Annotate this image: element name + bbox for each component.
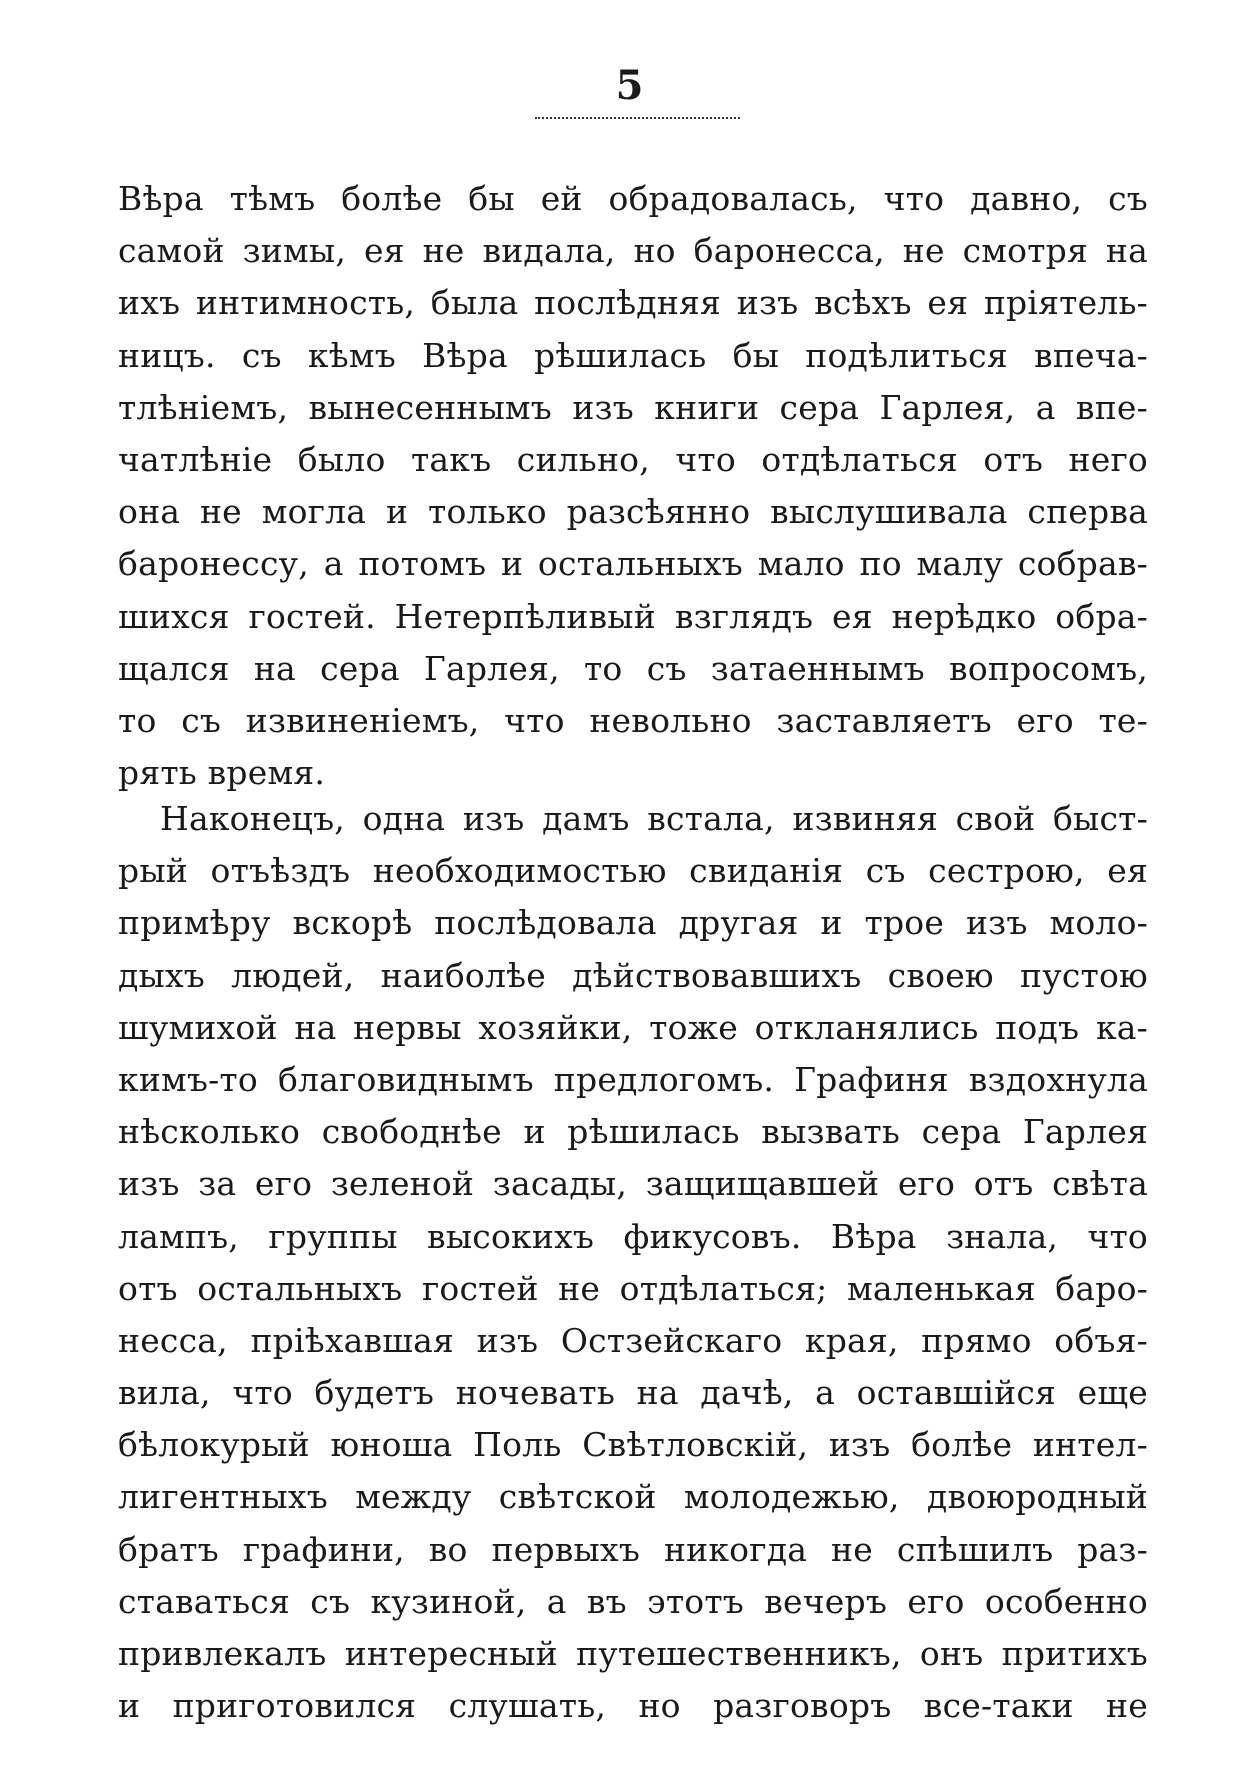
- text-line: братъ графини, во первыхъ никогда не спѣшилъ раз-: [118, 1529, 1148, 1569]
- text-line: шихся гостей. Нетерпѣливый взглядъ ея нерѣдко обра-: [118, 596, 1148, 636]
- text-line: бѣлокурый юноша Поль Свѣтловскій, изъ болѣе интел-: [118, 1425, 1148, 1465]
- text-line: баронессу, а потомъ и остальныхъ мало по малу собрав-: [118, 544, 1148, 584]
- text-line: рый отъѣздъ необходимостью свиданія съ сестрою, ея: [118, 851, 1148, 891]
- text-line: ницъ. съ кѣмъ Вѣра рѣшилась бы подѣлиться впеча-: [118, 335, 1148, 375]
- text-line: самой зимы, ея не видала, но баронесса, не смотря на: [118, 231, 1148, 271]
- text-line: шумихой на нервы хозяйки, тоже откланялись подъ ка-: [118, 1007, 1148, 1047]
- text-line: отъ остальныхъ гостей не отдѣлаться; маленькая баро-: [118, 1268, 1148, 1308]
- text-line: Наконецъ, одна изъ дамъ встала, извиняя свой быст-: [160, 799, 1148, 838]
- text-line: нѣсколько свободнѣе и рѣшилась вызвать сера Гарлея: [118, 1112, 1148, 1152]
- text-line: чатлѣніе было такъ сильно, что отдѣлаться отъ него: [118, 439, 1148, 479]
- text-line: тлѣніемъ, вынесеннымъ изъ книги сера Гарлея, а впе-: [118, 387, 1148, 427]
- text-line: изъ за его зеленой засады, защищавшей его отъ свѣта: [118, 1164, 1148, 1204]
- text-line: щался на сера Гарлея, то съ затаеннымъ вопросомъ,: [118, 648, 1148, 688]
- text-line: дыхъ людей, наиболѣе дѣйствовавшихъ своею пустою: [118, 955, 1148, 995]
- text-line: привлекалъ интересный путешественникъ, онъ притихъ: [118, 1634, 1148, 1673]
- paragraph-2: [118, 793, 1148, 1732]
- text-line: и приготовился слушать, но разговоръ все-таки не: [118, 1686, 1148, 1726]
- text-line: ихъ интимность, была послѣдняя изъ всѣхъ ея пріятель-: [118, 283, 1148, 323]
- text-line: лампъ, группы высокихъ фикусовъ. Вѣра знала, что: [118, 1216, 1148, 1256]
- text-line: то съ извиненіемъ, что невольно заставляетъ его те-: [118, 700, 1148, 740]
- header-rule: [535, 117, 740, 119]
- paragraph-1: [118, 173, 1148, 799]
- text-line: ставаться съ кузиной, а въ этотъ вечеръ его особенно: [118, 1581, 1148, 1621]
- text-line: лигентныхъ между свѣтской молодежью, двоюродный: [118, 1477, 1148, 1517]
- text-line: примѣру вскорѣ послѣдовала другая и трое изъ моло-: [118, 903, 1148, 943]
- text-line: вила, что будетъ ночевать на дачѣ, а оставшійся еще: [118, 1373, 1148, 1413]
- text-line: она не могла и только разсѣянно выслушивала сперва: [118, 492, 1148, 532]
- text-line: несса, пріѣхавшая изъ Остзейскаго края, прямо объя-: [118, 1320, 1148, 1360]
- page-number: 5: [615, 62, 644, 109]
- text-line: кимъ-то благовиднымъ предлогомъ. Графиня вздохнула: [118, 1059, 1148, 1099]
- text-line: рять время.: [118, 753, 326, 793]
- text-line: Вѣра тѣмъ болѣе бы ей обрадовалась, что давно, съ: [118, 179, 1148, 218]
